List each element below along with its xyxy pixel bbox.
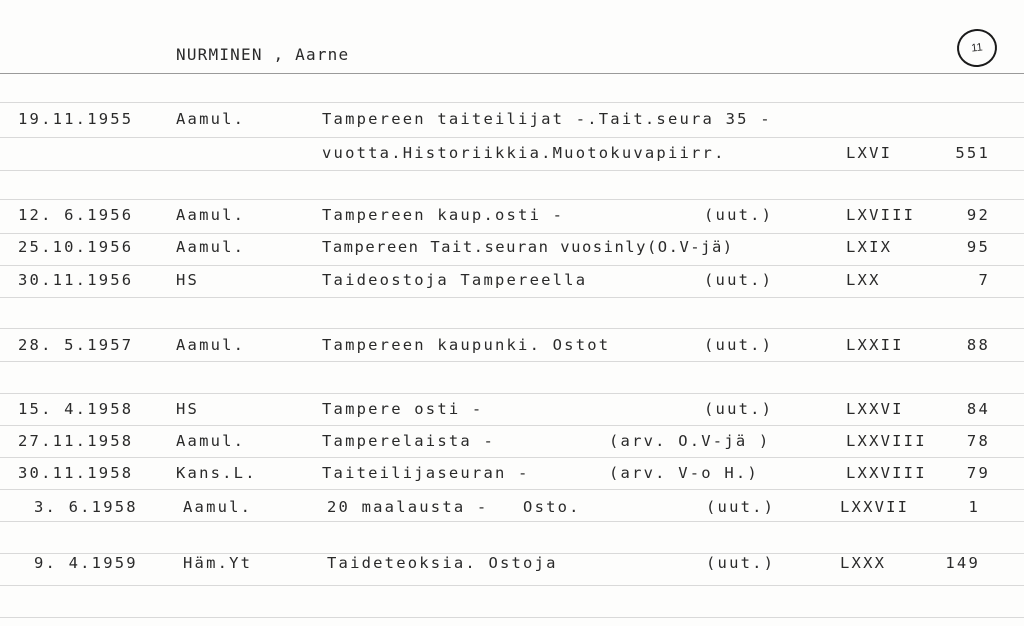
entry-source: Kans.L. bbox=[176, 464, 257, 482]
ruled-line bbox=[0, 199, 1024, 200]
entry-source: HS bbox=[176, 271, 200, 289]
entry-volume: LXXVIII bbox=[846, 464, 927, 482]
entry-note: (arv. V-o H.) bbox=[609, 464, 759, 482]
ruled-line bbox=[0, 328, 1024, 329]
entry-page: 1 bbox=[968, 498, 980, 516]
ruled-line bbox=[0, 102, 1024, 103]
entry-title: Tampereen kaupunki. Ostot bbox=[322, 336, 611, 354]
entry-date: 12. 6.1956 bbox=[18, 206, 134, 224]
entry-source: Aamul. bbox=[176, 238, 246, 256]
entry-date: 25.10.1956 bbox=[18, 238, 134, 256]
entry-date: 9. 4.1959 bbox=[34, 554, 138, 572]
entry-source: Aamul. bbox=[183, 498, 253, 516]
entry-volume: LXXVII bbox=[840, 498, 910, 516]
entry-title: Tampereen Tait.seuran vuosinly(O.V-jä) bbox=[322, 238, 734, 256]
entry-page: 88 bbox=[966, 336, 990, 354]
entry-title: Tamperelaista - bbox=[322, 432, 495, 450]
entry-date: 15. 4.1958 bbox=[18, 400, 134, 418]
entry-note: (arv. O.V-jä ) bbox=[609, 432, 771, 450]
ruled-line bbox=[0, 393, 1024, 394]
entry-volume: LXXVI bbox=[846, 400, 904, 418]
ruled-line bbox=[0, 233, 1024, 234]
entry-title: 20 maalausta - Osto. bbox=[327, 498, 581, 516]
entry-date: 3. 6.1958 bbox=[34, 498, 138, 516]
ruled-line bbox=[0, 521, 1024, 522]
entry-note: (uut.) bbox=[704, 206, 774, 224]
ruled-line bbox=[0, 617, 1024, 618]
header-rule bbox=[0, 73, 1024, 74]
entry-source: Aamul. bbox=[176, 110, 246, 128]
entry-date: 27.11.1958 bbox=[18, 432, 134, 450]
ruled-line bbox=[0, 489, 1024, 490]
entry-note: (uut.) bbox=[704, 336, 774, 354]
entry-note: (uut.) bbox=[704, 271, 774, 289]
entry-page: 79 bbox=[966, 464, 990, 482]
ruled-line bbox=[0, 137, 1024, 138]
entry-source: Aamul. bbox=[176, 432, 246, 450]
card-header-name: NURMINEN , Aarne bbox=[176, 45, 350, 64]
card-number: 11 bbox=[970, 41, 984, 55]
entry-title: vuotta.Historiikkia.Muotokuvapiirr. bbox=[322, 144, 726, 162]
entry-note: (uut.) bbox=[704, 400, 774, 418]
ruled-line bbox=[0, 170, 1024, 171]
entry-date: 28. 5.1957 bbox=[18, 336, 134, 354]
ruled-line bbox=[0, 425, 1024, 426]
ruled-line bbox=[0, 297, 1024, 298]
ruled-line bbox=[0, 361, 1024, 362]
card-number-stamp bbox=[955, 27, 999, 69]
entry-note: (uut.) bbox=[706, 498, 776, 516]
entry-title: Tampere osti - bbox=[322, 400, 484, 418]
entry-source: Aamul. bbox=[176, 336, 246, 354]
entry-source: Aamul. bbox=[176, 206, 246, 224]
entry-page: 78 bbox=[966, 432, 990, 450]
entry-note: (uut.) bbox=[706, 554, 776, 572]
entry-title: Tampereen taiteilijat -.Tait.seura 35 - bbox=[322, 110, 772, 128]
entry-title: Taideteoksia. Ostoja bbox=[327, 554, 558, 572]
entry-date: 19.11.1955 bbox=[18, 110, 134, 128]
ruled-line bbox=[0, 585, 1024, 586]
entry-volume: LXX bbox=[846, 271, 881, 289]
entry-volume: LXVI bbox=[846, 144, 893, 162]
entry-volume: LXIX bbox=[846, 238, 893, 256]
entry-page: 92 bbox=[966, 206, 990, 224]
entry-volume: LXVIII bbox=[846, 206, 916, 224]
entry-title: Taideostoja Tampereella bbox=[322, 271, 588, 289]
entry-page: 84 bbox=[966, 400, 990, 418]
entry-source: HS bbox=[176, 400, 200, 418]
entry-volume: LXXII bbox=[846, 336, 904, 354]
entry-page: 7 bbox=[978, 271, 990, 289]
entry-page: 95 bbox=[966, 238, 990, 256]
entry-date: 30.11.1958 bbox=[18, 464, 134, 482]
entry-title: Taiteilijaseuran - bbox=[322, 464, 530, 482]
ruled-line bbox=[0, 265, 1024, 266]
entry-volume: LXXX bbox=[840, 554, 887, 572]
ruled-line bbox=[0, 457, 1024, 458]
entry-source: Häm.Yt bbox=[183, 554, 253, 572]
entry-page: 551 bbox=[955, 144, 990, 162]
entry-page: 149 bbox=[945, 554, 980, 572]
entry-title: Tampereen kaup.osti - bbox=[322, 206, 565, 224]
entry-date: 30.11.1956 bbox=[18, 271, 134, 289]
entry-volume: LXXVIII bbox=[846, 432, 927, 450]
